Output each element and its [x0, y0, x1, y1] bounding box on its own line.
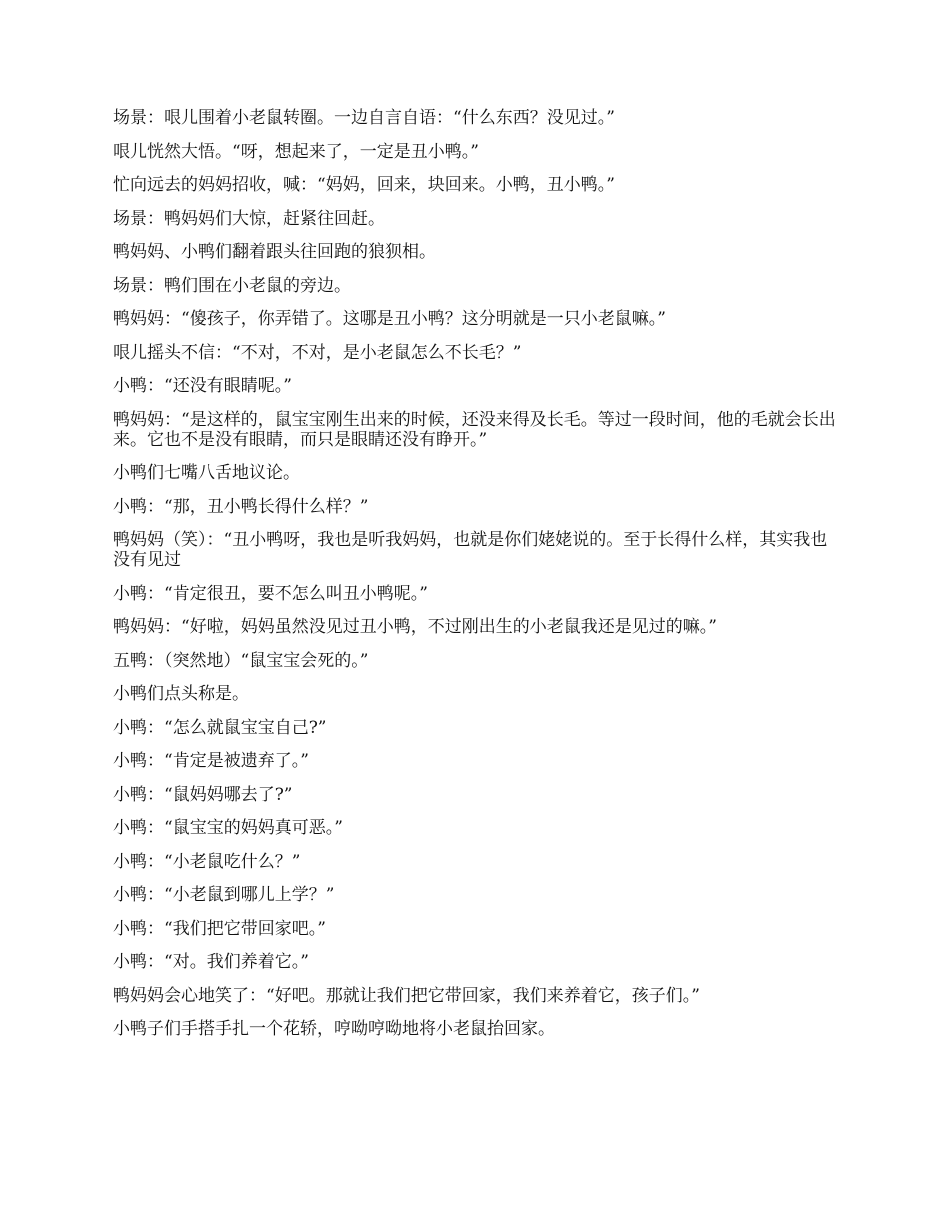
paragraph: 五鸭：（突然地）“鼠宝宝会死的。”: [113, 650, 369, 671]
paragraph: 场景：鸭们围在小老鼠的旁边。: [113, 275, 351, 296]
paragraph: 小鸭：“肯定是被遗弃了。”: [113, 751, 309, 771]
paragraph: 小鸭：“对。我们养着它。”: [113, 952, 309, 972]
paragraph: 忙向远去的妈妈招收，喊：“妈妈，回来，块回来。小鸭，丑小鸭。”: [113, 175, 615, 195]
paragraph: 小鸭：“我们把它带回家吧。”: [113, 918, 326, 939]
paragraph: 场景：鸭妈妈们大惊，赶紧往回赶。: [113, 208, 385, 229]
paragraph: 小鸭：“鼠宝宝的妈妈真可恶。”: [113, 818, 343, 838]
paragraph: 哏儿恍然大悟。“呀，想起来了，一定是丑小鸭。”: [113, 141, 479, 162]
paragraph: 小鸭：“肯定很丑，要不怎么叫丑小鸭呢。”: [113, 583, 428, 604]
paragraph: 小鸭们七嘴八舌地议论。: [113, 463, 300, 483]
paragraph: 小鸭：“鼠妈妈哪去了?”: [113, 784, 293, 805]
paragraph: 场景：哏儿围着小老鼠转圈。一边自言自语：“什么东西？没见过。”: [113, 108, 615, 128]
paragraph: 鸭妈妈（笑）：“丑小鸭呀，我也是听我妈妈，也就是你们姥姥说的。至于长得什么样，其实我也没有见过: [113, 530, 828, 570]
paragraph: 小鸭：“怎么就鼠宝宝自己?”: [113, 717, 327, 738]
paragraph: 鸭妈妈：“傻孩子，你弄错了。这哪是丑小鸭？这分明就是一只小老鼠嘛。”: [113, 309, 666, 329]
paragraph: 小鸭：“还没有眼睛呢。”: [113, 376, 292, 396]
paragraph: 小鸭：“那，丑小鸭长得什么样？”: [113, 496, 369, 517]
paragraph: 鸭妈妈：“是这样的，鼠宝宝刚生出来的时候，还没来得及长毛。等过一段时间，他的毛就会长出来。它也不是没有眼睛，而只是眼睛还没有睁开。”: [113, 409, 836, 450]
document-body: [113, 108, 838, 1053]
paragraph: 鸭妈妈会心地笑了：“好吧。那就让我们把它带回家，我们来养着它，孩子们。”: [113, 985, 700, 1006]
paragraph: 小鸭子们手搭手扎一个花轿，哼呦哼呦地将小老鼠抬回家。: [113, 1019, 555, 1039]
paragraph: 小鸭们点头称是。: [113, 684, 249, 704]
paragraph: 小鸭：“小老鼠到哪儿上学？”: [113, 885, 335, 905]
paragraph: 哏儿摇头不信：“不对，不对，是小老鼠怎么不长毛？”: [113, 342, 522, 363]
paragraph: 鸭妈妈：“好啦，妈妈虽然没见过丑小鸭，不过刚出生的小老鼠我还是见过的嘛。”: [113, 617, 717, 637]
paragraph: 小鸭：“小老鼠吃什么？”: [113, 851, 301, 872]
paragraph: 鸭妈妈、小鸭们翻着跟头往回跑的狼狈相。: [113, 242, 436, 262]
